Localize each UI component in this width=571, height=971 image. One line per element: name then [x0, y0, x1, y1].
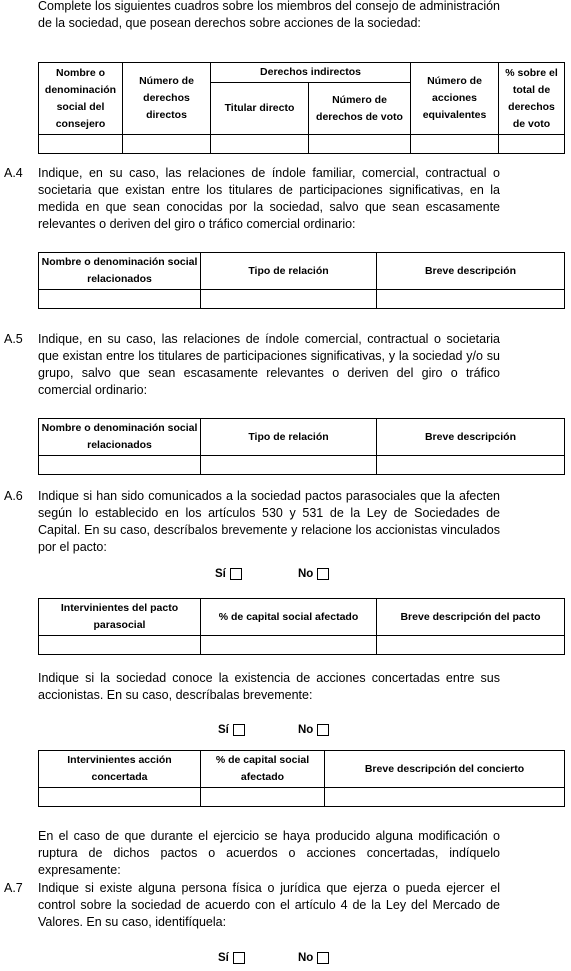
header-nombre-relacionados: Nombre o denominación social relacionados [39, 253, 201, 290]
a4-table [38, 252, 565, 309]
a5-table [38, 418, 565, 475]
concertadas-no-option[interactable] [298, 724, 329, 736]
section-number: A.6 [4, 489, 23, 503]
header-num-acciones: Número de acciones equivalentes [411, 63, 499, 135]
table-row [39, 290, 565, 309]
modificacion-paragraph: En el caso de que durante el ejercicio se haya producido alguna modificación o ruptura de dichos pactos o acuerdos o acciones concertadas, indíquelo expresamente: [38, 829, 500, 877]
table-row [39, 636, 565, 655]
section-number: A.5 [4, 332, 23, 346]
header-tipo-relacion: Tipo de relación [201, 253, 377, 290]
a6-si-option[interactable] [215, 568, 242, 580]
no-label: No [298, 568, 314, 580]
no-checkbox[interactable] [317, 568, 329, 580]
si-checkbox[interactable] [233, 952, 245, 964]
header-breve-descripcion: Breve descripción [377, 253, 565, 290]
header-intervinientes-accion: Intervinientes acción concertada [39, 751, 201, 788]
si-label: Sí [215, 568, 226, 580]
header-titular-directo: Titular directo [211, 83, 309, 135]
header-nombre-relacionados: Nombre o denominación social relacionados [39, 419, 201, 456]
header-breve-descripcion-pacto: Breve descripción del pacto [377, 599, 565, 636]
header-num-derechos-directos: Número de derechos directos [123, 63, 211, 135]
header-pct-derechos: % sobre el total de derechos de voto [499, 63, 565, 135]
intro-paragraph: Complete los siguientes cuadros sobre los miembros del consejo de administración de la sociedad, que posean derechos sobre acciones de la sociedad: [38, 0, 500, 30]
table-row [39, 135, 565, 154]
a5-paragraph: Indique, en su caso, las relaciones de índole comercial, contractual o societaria que existan entre los titulares de participaciones significativas, y la sociedad y/o su grupo, salvo que sean escasamente relevantes o deriven del giro o tráfico comercial ordinario: [38, 332, 500, 397]
header-pct-capital: % de capital social afectado [201, 751, 325, 788]
table-row [39, 788, 565, 807]
header-nombre-consejero: Nombre o denominación social del consejero [39, 63, 123, 135]
concertadas-si-option[interactable] [218, 724, 245, 736]
a4-paragraph: Indique, en su caso, las relaciones de índole familiar, comercial, contractual o societaria que existan entre los titulares de participaciones significativas, en la medida en que sean conocidas por la sociedad, salvo que sean escasamente relevantes o deriven del giro o tráfico comercial ordinario: [38, 166, 500, 231]
no-label: No [298, 952, 314, 964]
no-checkbox[interactable] [317, 952, 329, 964]
header-tipo-relacion: Tipo de relación [201, 419, 377, 456]
header-intervinientes-pacto: Intervinientes del pacto parasocial [39, 599, 201, 636]
a6-paragraph: Indique si han sido comunicados a la sociedad pactos parasociales que la afecten según lo establecido en los artículos 530 y 531 de la Ley de Sociedades de Capital. En su caso, descríbalos brevemente y relacione los accionistas vinculados por el pacto: [38, 489, 500, 554]
si-checkbox[interactable] [233, 724, 245, 736]
a6-table [38, 598, 565, 655]
a7-si-option[interactable] [218, 952, 245, 964]
no-checkbox[interactable] [317, 724, 329, 736]
si-checkbox[interactable] [230, 568, 242, 580]
table-row [39, 456, 565, 475]
a6-no-option[interactable] [298, 568, 329, 580]
header-breve-descripcion: Breve descripción [377, 419, 565, 456]
a7-paragraph: Indique si existe alguna persona física o jurídica que ejerza o pueda ejercer el control sobre la sociedad de acuerdo con el artículo 4 de la Ley del Mercado de Valores. En su caso, identifíquela: [38, 881, 500, 929]
si-label: Sí [218, 952, 229, 964]
consejo-table [38, 62, 565, 154]
header-breve-descripcion-concierto: Breve descripción del concierto [325, 751, 565, 788]
header-num-derechos-voto: Número de derechos de voto [309, 83, 411, 135]
section-number: A.4 [4, 166, 23, 180]
section-number: A.7 [4, 881, 23, 895]
concertadas-paragraph: Indique si la sociedad conoce la existencia de acciones concertadas entre sus accionistas. En su caso, descríbalas brevemente: [38, 671, 500, 702]
header-derechos-indirectos: Derechos indirectos [211, 63, 411, 83]
si-label: Sí [218, 724, 229, 736]
no-label: No [298, 724, 314, 736]
header-pct-capital: % de capital social afectado [201, 599, 377, 636]
concertadas-table [38, 750, 565, 807]
a7-no-option[interactable] [298, 952, 329, 964]
